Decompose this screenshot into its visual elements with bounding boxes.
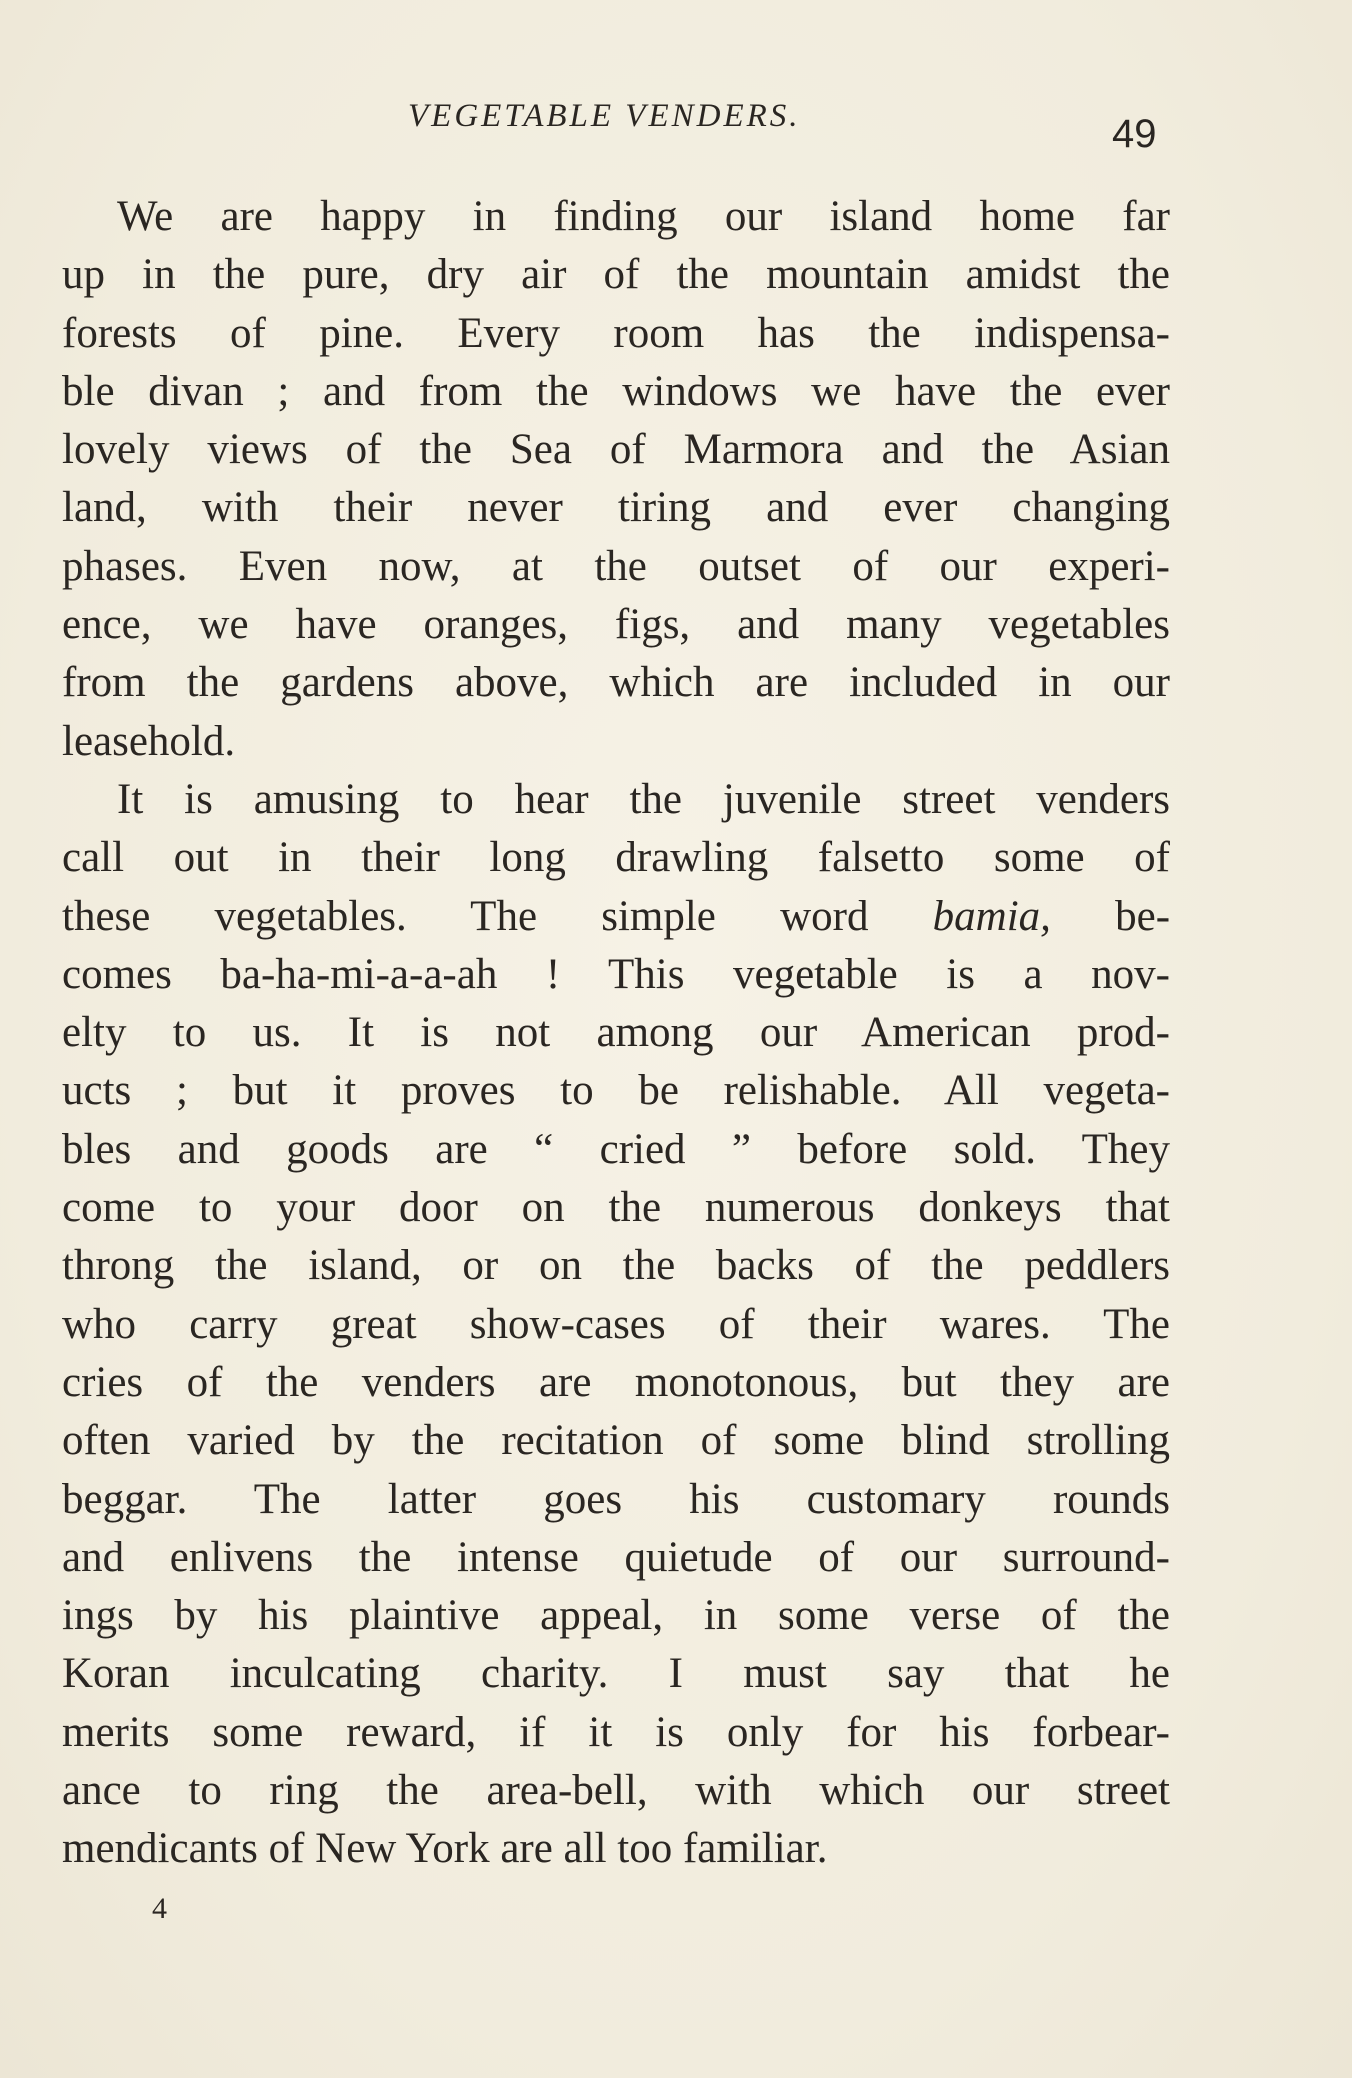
text-line: throng the island, or on the backs of the peddlers [62, 1242, 1170, 1290]
text-line: Koran inculcating charity. I must say that he [62, 1650, 1170, 1698]
text-line: We are happy in finding our island home far [117, 193, 1170, 240]
text-line: forests of pine. Every room has the indispensa- [62, 309, 1170, 357]
text-line-with-italic [62, 888, 1170, 946]
text-line: ence, we have oranges, figs, and many vegetables [62, 601, 1170, 649]
text-fragment: these vegetables. The simple word [62, 892, 869, 940]
text-fragment: be- [1115, 892, 1171, 940]
text-line: from the gardens above, which are included in our [62, 659, 1170, 707]
italic-word-bamia: bamia, [932, 892, 1051, 940]
signature-mark: 4 [152, 1892, 167, 1925]
text-line: beggar. The latter goes his customary rounds [62, 1475, 1170, 1523]
body-text [62, 188, 1170, 1879]
text-line: who carry great show-cases of their wares. The [62, 1300, 1170, 1348]
text-line: land, with their never tiring and ever changing [62, 484, 1170, 532]
text-line: mendicants of New York are all too familiar. [62, 1825, 828, 1873]
text-line: ble divan ; and from the windows we have the ever [62, 367, 1170, 415]
text-line: often varied by the recitation of some blind strolling [62, 1417, 1170, 1465]
text-line: up in the pure, dry air of the mountain amidst the [62, 251, 1170, 299]
text-line: lovely views of the Sea of Marmora and the Asian [62, 426, 1170, 474]
text-line: leasehold. [62, 717, 236, 765]
text-line: ance to ring the area-bell, with which our street [62, 1767, 1170, 1815]
text-line: bles and goods are “ cried ” before sold. They [62, 1125, 1170, 1173]
text-line: and enlivens the intense quietude of our surround- [62, 1533, 1170, 1581]
text-line: ings by his plaintive appeal, in some verse of the [62, 1592, 1170, 1640]
text-line: call out in their long drawling falsetto some of [62, 834, 1170, 882]
running-head [0, 96, 1352, 156]
text-line: ucts ; but it proves to be relishable. All vegeta- [62, 1067, 1170, 1115]
text-line: cries of the venders are monotonous, but they are [62, 1358, 1170, 1406]
text-line: comes ba-ha-mi-a-a-ah ! This vegetable is a nov- [62, 950, 1170, 998]
text-line: come to your door on the numerous donkeys that [62, 1184, 1170, 1232]
text-line: phases. Even now, at the outset of our experi- [62, 542, 1170, 590]
text-line: merits some reward, if it is only for his forbear- [62, 1708, 1170, 1756]
text-line: elty to us. It is not among our American prod- [62, 1009, 1170, 1057]
running-title: VEGETABLE VENDERS. [408, 98, 801, 134]
page-number: 49 [1112, 112, 1157, 156]
text-line: It is amusing to hear the juvenile street venders [117, 775, 1170, 823]
